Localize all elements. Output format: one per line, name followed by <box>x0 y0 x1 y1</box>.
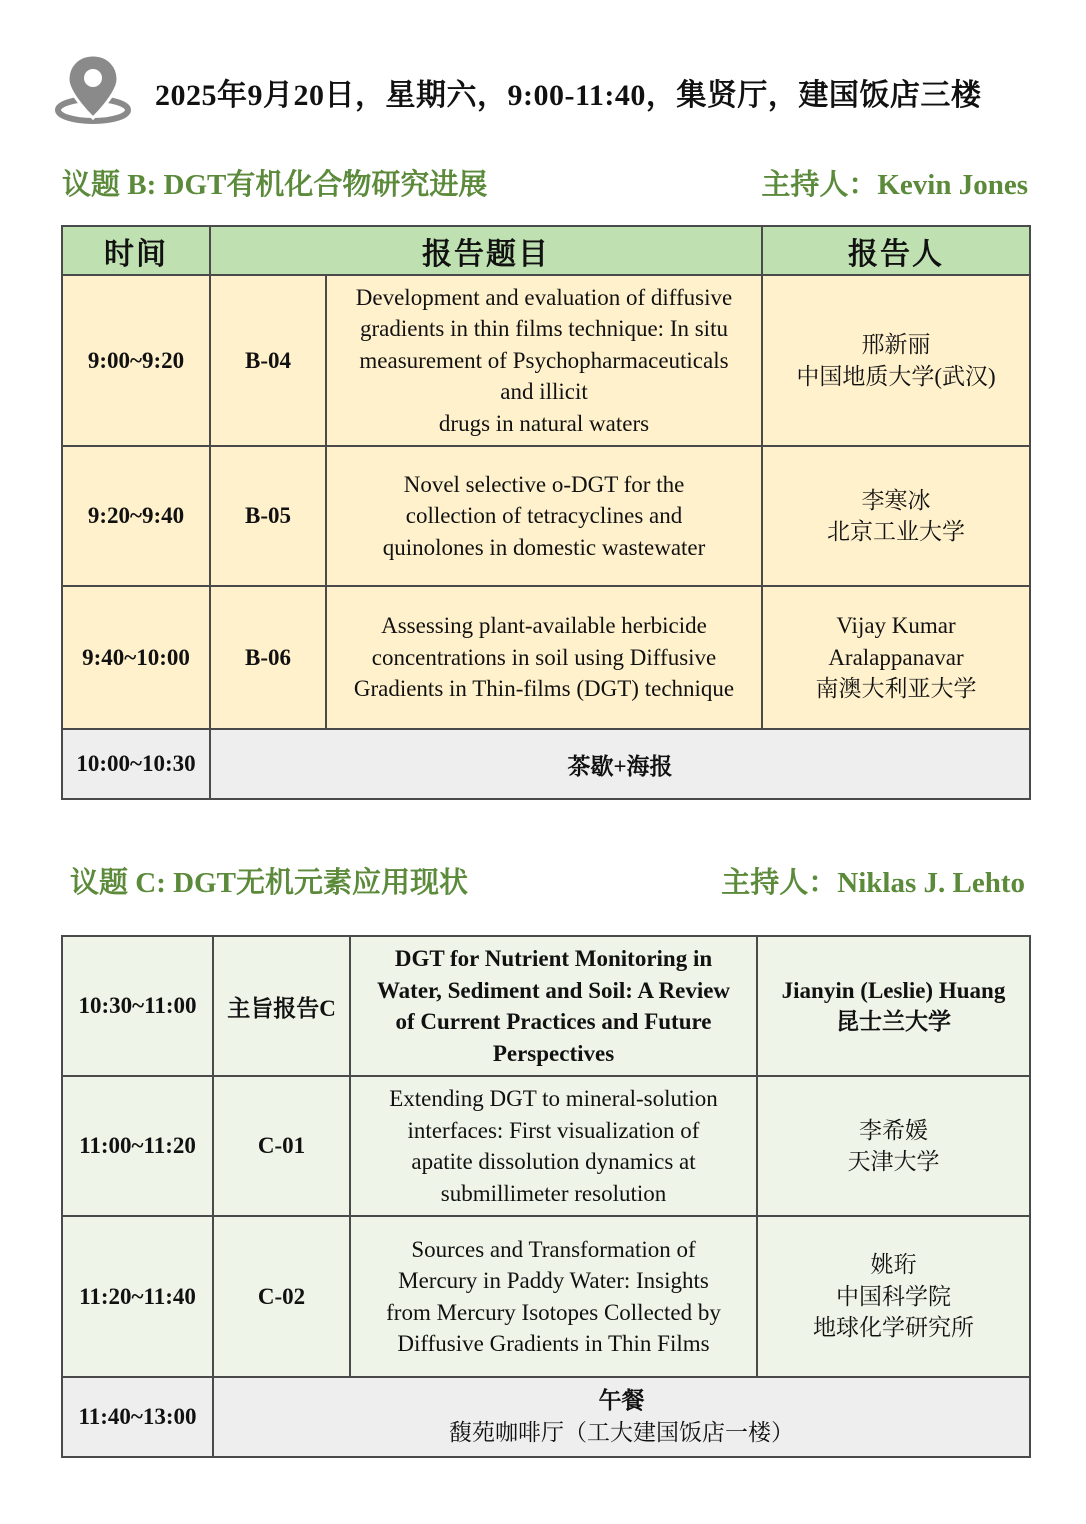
break-row <box>62 729 1030 799</box>
location-pin-icon <box>55 52 135 128</box>
row-code: B-06 <box>210 586 326 729</box>
session-c-table <box>61 935 1031 1458</box>
session-c-host: 主持人：Niklas J. Lehto <box>721 867 1025 899</box>
row-time: 11:20~11:40 <box>62 1216 213 1377</box>
lunch-label: 午餐 <box>598 1388 645 1413</box>
row-title: Extending DGT to mineral-solution interfaces: First visualization of apatite dissolution dynamics at submillimeter resolution <box>350 1076 757 1216</box>
lunch-row <box>62 1377 1030 1457</box>
session-b-host: 主持人：Kevin Jones <box>761 169 1028 201</box>
row-title: Sources and Transformation of Mercury in Paddy Water: Insights from Mercury Isotopes Collected by Diffusive Gradients in Thin Films <box>350 1216 757 1377</box>
row-speaker: Vijay Kumar Aralappanavar 南澳大利亚大学 <box>762 586 1030 729</box>
col-speaker-header: 报告人 <box>762 226 1030 275</box>
session-b-topic: 议题 B: DGT有机化合物研究进展 <box>62 169 488 201</box>
row-code: 主旨报告C <box>213 936 350 1076</box>
row-speaker: Jianyin (Leslie) Huang 昆士兰大学 <box>757 936 1030 1076</box>
lunch-cell <box>213 1377 1030 1457</box>
row-title: Assessing plant-available herbicide concentrations in soil using Diffusive Gradients in Thin-films (DGT) technique <box>326 586 762 729</box>
table-row <box>62 446 1030 586</box>
row-speaker: 邢新丽 中国地质大学(武汉) <box>762 275 1030 446</box>
location-header <box>55 52 1080 128</box>
session-c-topic: 议题 C: DGT无机元素应用现状 <box>70 867 468 899</box>
row-time: 9:20~9:40 <box>62 446 210 586</box>
table-row <box>62 1216 1030 1377</box>
row-speaker: 李寒冰 北京工业大学 <box>762 446 1030 586</box>
break-label: 茶歇+海报 <box>210 729 1030 799</box>
table-row <box>62 275 1030 446</box>
table-header-row <box>62 226 1030 275</box>
row-code: C-02 <box>213 1216 350 1377</box>
row-time: 10:30~11:00 <box>62 936 213 1076</box>
row-time: 11:00~11:20 <box>62 1076 213 1216</box>
lunch-time: 11:40~13:00 <box>62 1377 213 1457</box>
col-title-header: 报告题目 <box>210 226 762 275</box>
table-row <box>62 1076 1030 1216</box>
row-speaker: 姚珩 中国科学院 地球化学研究所 <box>757 1216 1030 1377</box>
row-title: Novel selective o-DGT for the collection of tetracyclines and quinolones in domestic wastewater <box>326 446 762 586</box>
table-row <box>62 586 1030 729</box>
row-code: B-05 <box>210 446 326 586</box>
lunch-venue: 馥苑咖啡厅（工大建国饭店一楼） <box>449 1420 794 1445</box>
row-code: C-01 <box>213 1076 350 1216</box>
header-text: 2025年9月20日，星期六，9:00-11:40，集贤厅，建国饭店三楼 <box>155 79 982 112</box>
table-row <box>62 936 1030 1076</box>
col-time-header: 时间 <box>62 226 210 275</box>
row-title: DGT for Nutrient Monitoring in Water, Sediment and Soil: A Review of Current Practices and Future Perspectives <box>350 936 757 1076</box>
row-code: B-04 <box>210 275 326 446</box>
row-time: 9:00~9:20 <box>62 275 210 446</box>
row-speaker: 李希媛 天津大学 <box>757 1076 1030 1216</box>
row-title: Development and evaluation of diffusive gradients in thin films technique: In situ measurement of Psychopharmaceuticals and illicit drugs in natural waters <box>326 275 762 446</box>
break-time: 10:00~10:30 <box>62 729 210 799</box>
row-time: 9:40~10:00 <box>62 586 210 729</box>
session-b-table <box>61 225 1031 800</box>
